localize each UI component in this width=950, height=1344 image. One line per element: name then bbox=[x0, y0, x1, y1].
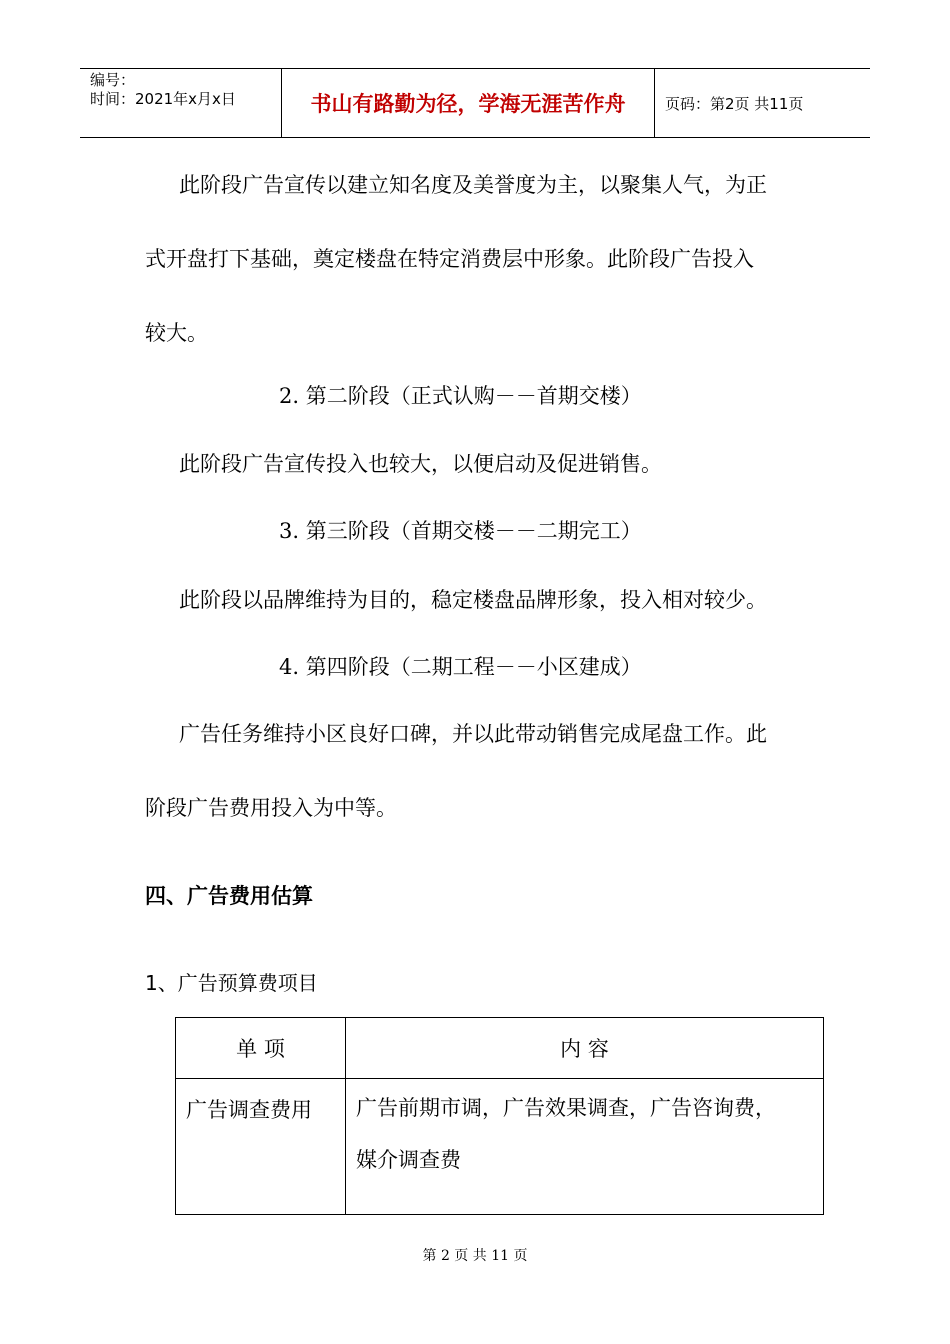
header-meta bbox=[80, 69, 282, 137]
stage3-text: 此阶段以品牌维持为目的，稳定楼盘品牌形象，投入相对较少。 bbox=[179, 588, 767, 612]
content-line: 媒介调查费 bbox=[356, 1148, 461, 1172]
table-header-row bbox=[176, 1018, 824, 1079]
stage3-heading: 3. 第三阶段（首期交楼－－二期完工） bbox=[279, 519, 642, 543]
header-time-label: 时间：2021年x月x日 bbox=[90, 90, 236, 108]
paragraph-line: 此阶段广告宣传以建立知名度及美誉度为主，以聚集人气，为正 bbox=[179, 173, 767, 197]
stage4-text-line: 阶段广告费用投入为中等。 bbox=[145, 796, 397, 820]
content-line: 广告前期市调，广告效果调查，广告咨询费， bbox=[356, 1096, 776, 1120]
page-footer: 第 2 页 共 11 页 bbox=[422, 1248, 528, 1264]
page-header bbox=[80, 68, 870, 138]
subsection-title: 1、广告预算费项目 bbox=[145, 971, 318, 995]
section-title: 四、广告费用估算 bbox=[145, 884, 313, 908]
budget-table bbox=[175, 1017, 824, 1215]
paragraph-line: 较大。 bbox=[145, 321, 208, 345]
table-header-item: 单 项 bbox=[176, 1018, 346, 1079]
item-label: 广告调查费用 bbox=[186, 1098, 312, 1122]
header-number-label: 编号： bbox=[90, 71, 136, 89]
stage4-text-line: 广告任务维持小区良好口碑，并以此带动销售完成尾盘工作。此 bbox=[179, 722, 767, 746]
table-cell-item bbox=[176, 1079, 346, 1215]
stage2-text: 此阶段广告宣传投入也较大，以便启动及促进销售。 bbox=[179, 452, 662, 476]
table-cell-content bbox=[346, 1079, 824, 1215]
table-row bbox=[176, 1079, 824, 1215]
paragraph-line: 式开盘打下基础，奠定楼盘在特定消费层中形象。此阶段广告投入 bbox=[145, 247, 754, 271]
table-header-content: 内 容 bbox=[346, 1018, 824, 1079]
stage4-heading: 4. 第四阶段（二期工程－－小区建成） bbox=[279, 655, 642, 679]
stage2-heading: 2. 第二阶段（正式认购－－首期交楼） bbox=[279, 384, 642, 408]
header-motto: 书山有路勤为径，学海无涯苦作舟 bbox=[282, 69, 655, 137]
header-page-info: 页码：第2页 共11页 bbox=[665, 94, 804, 113]
